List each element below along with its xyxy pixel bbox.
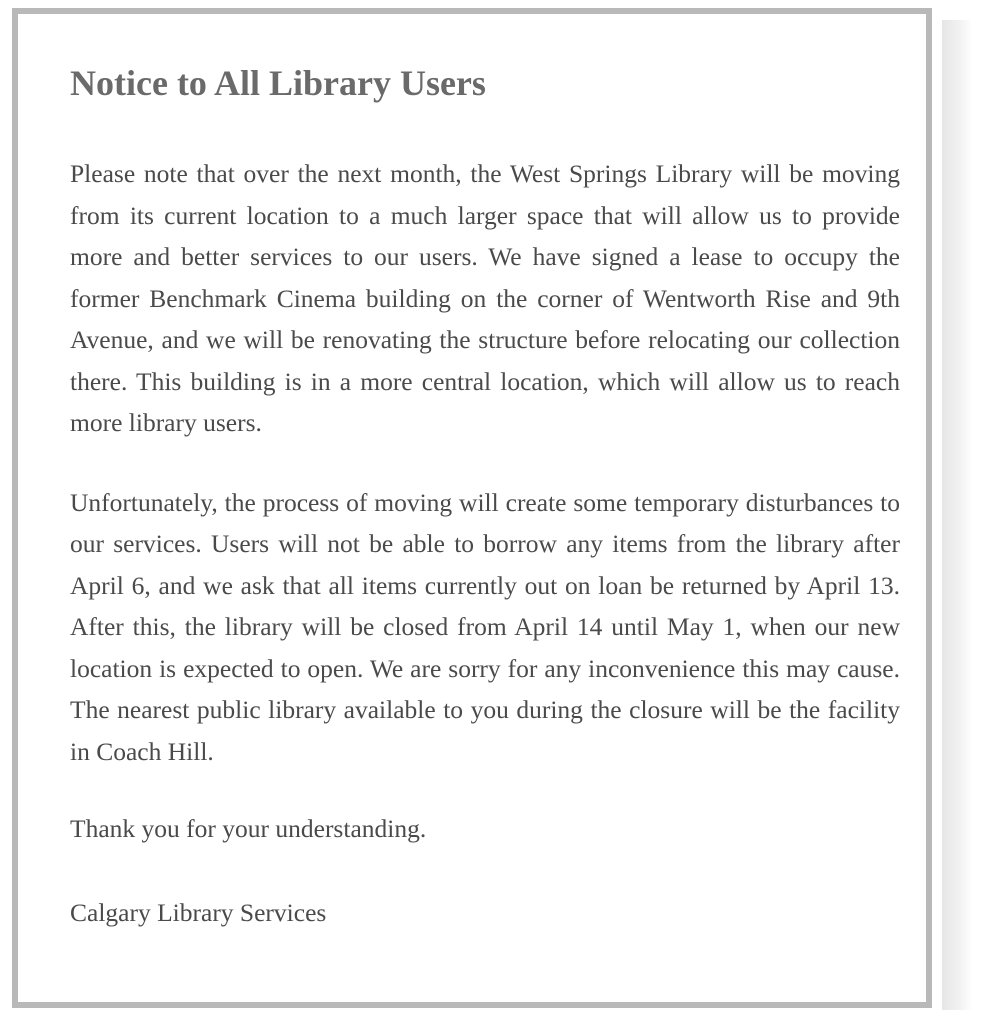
notice-closing: Thank you for your understanding. xyxy=(70,814,427,844)
notice-title: Notice to All Library Users xyxy=(70,63,486,103)
notice-paragraph-relocation: Please note that over the next month, the West Springs Library will be moving from its current location to a much larger space that will allow us to provide more and better services to our users. We have signed a lease to occupy the former Benchmark Cinema building on the corner of Wentworth Rise and 9th Avenue, and we will be renovating the structure before relocating our collection there. This building is in a more central location, which will allow us to reach more library users. xyxy=(70,159,900,438)
notice-content xyxy=(70,62,900,933)
notice-border xyxy=(12,8,932,1008)
page-edge-shadow xyxy=(942,20,972,1010)
notice-paragraph-disruption: Unfortunately, the process of moving will create some temporary disturbances to our services. Users will not be able to borrow any items from the library after April 6, and we ask that all items currently out on loan be returned by April 13. After this, the library will be closed from April 14 until May 1, when our new location is expected to open. We are sorry for any inconvenience this may cause. The nearest public library available to you during the closure will be the facility in Coach Hill. xyxy=(70,487,900,766)
notice-signature: Calgary Library Services xyxy=(70,897,327,927)
